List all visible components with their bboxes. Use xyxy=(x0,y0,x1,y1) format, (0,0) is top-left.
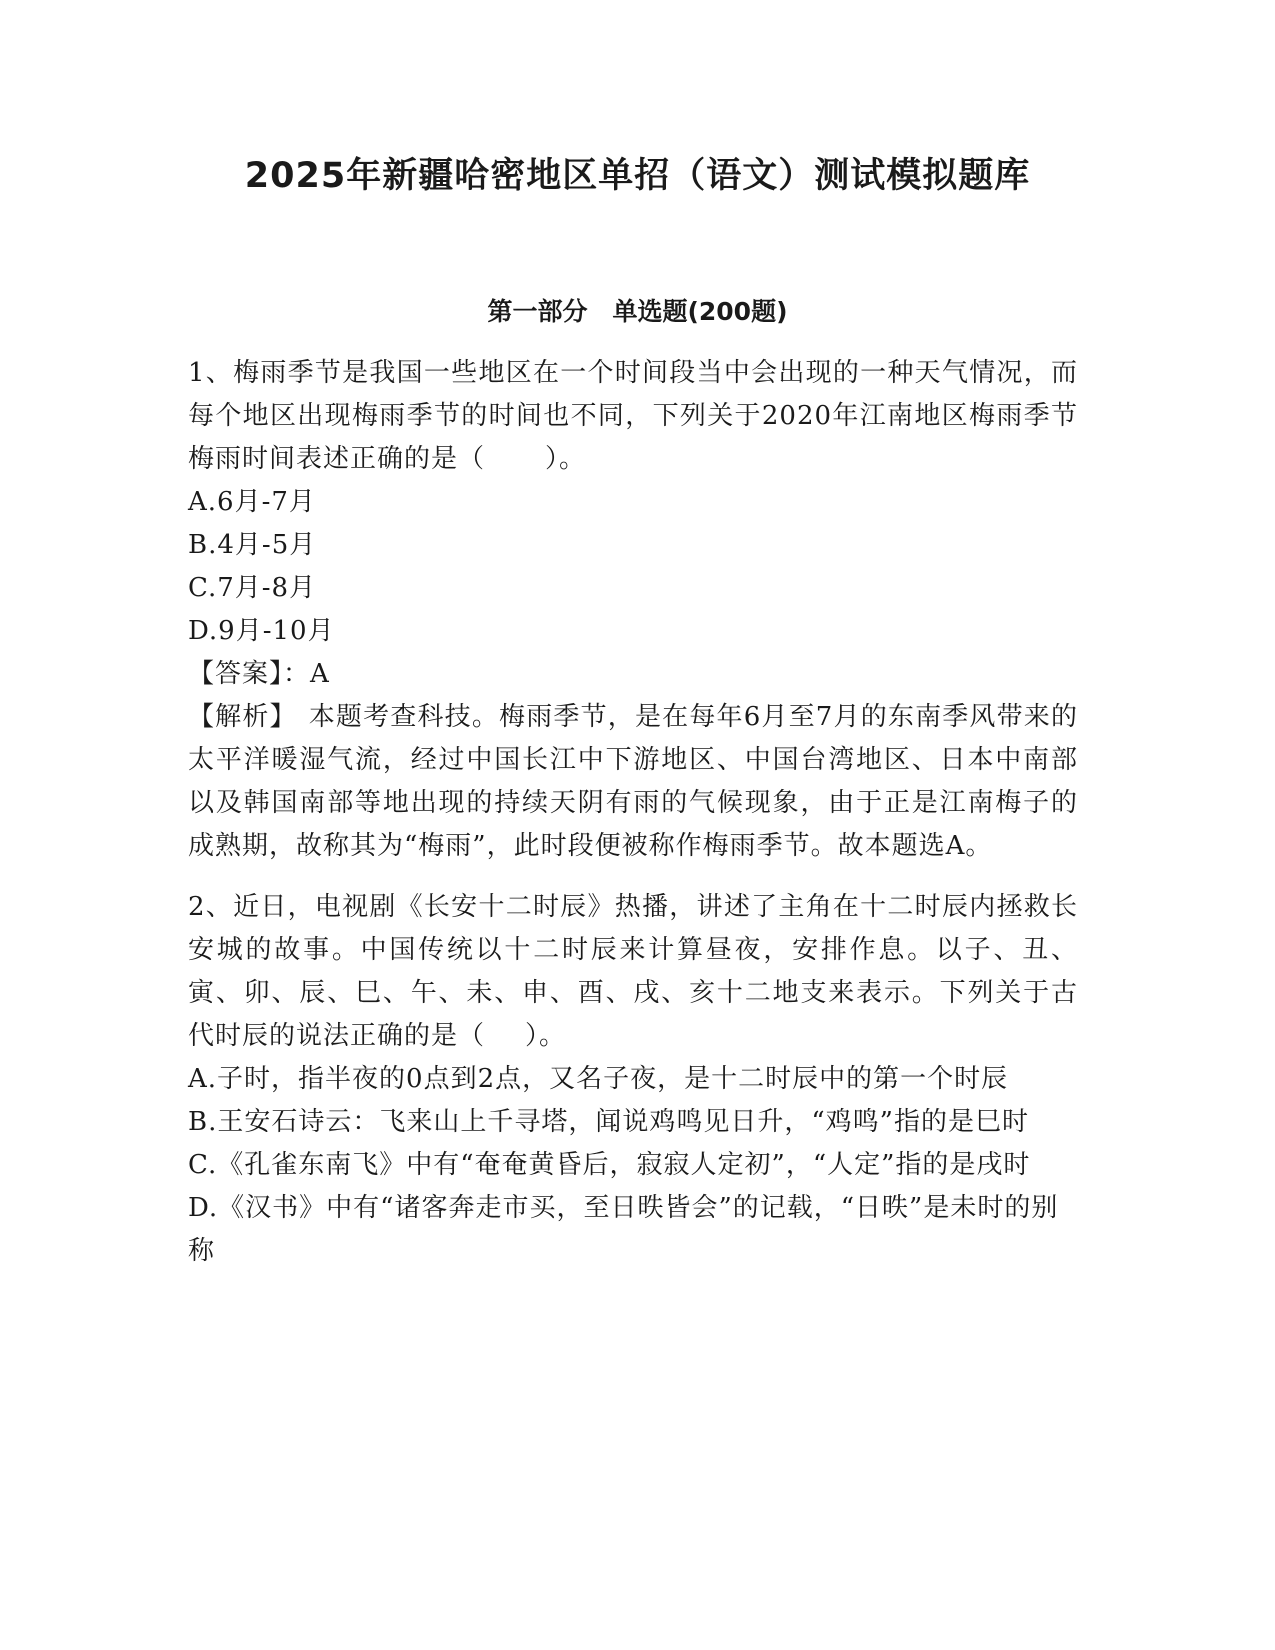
analysis-text: 本题考查科技。梅雨季节，是在每年6月至7月的东南季风带来的太平洋暖湿气流，经过中国长江中下游地区、中国台湾地区、日本中南部以及韩国南部等地出现的持续天阴有雨的气候现象，由于正是江南梅子的成熟期，故称其为“梅雨”，此时段便被称作梅雨季节。故本题选A。 xyxy=(188,702,1078,861)
option-b: B.王安石诗云：飞来山上千寻塔，闻说鸡鸣见日升，“鸡鸣”指的是巳时 xyxy=(188,1107,1029,1137)
option-a: A.6月-7月 xyxy=(188,487,316,517)
option-d: D.《汉书》中有“诸客奔走市买，至日昳皆会”的记载，“日昳”是未时的别称 xyxy=(188,1193,1059,1266)
question-list xyxy=(188,352,1078,1291)
option-c: C.《孔雀东南飞》中有“奄奄黄昏后，寂寂人定初”，“人定”指的是戌时 xyxy=(188,1150,1031,1180)
option-d: D.9月-10月 xyxy=(188,616,335,646)
question-stem-text: 2、近日，电视剧《长安十二时辰》热播，讲述了主角在十二时辰内拯救长安城的故事。中国传统以十二时辰来计算昼夜，安排作息。以子、丑、寅、卯、辰、巳、午、未、申、酉、戌、亥十二地支来表示。下列关于古代时辰的说法正确的是（ xyxy=(188,892,1078,1051)
option-a: A.子时，指半夜的0点到2点，又名子夜，是十二时辰中的第一个时辰 xyxy=(188,1064,1009,1094)
answer-value: A xyxy=(310,659,330,689)
analysis-block xyxy=(188,696,1078,868)
document-title: 2025年新疆哈密地区单招（语文）测试模拟题库 xyxy=(244,156,1031,196)
analysis-label: 【解析】 xyxy=(188,702,297,732)
option-b: B.4月-5月 xyxy=(188,530,317,560)
question-stem xyxy=(188,352,1078,481)
question-2 xyxy=(188,886,1078,1273)
question-stem-text: 1、梅雨季节是我国一些地区在一个时间段当中会出现的一种天气情况，而每个地区出现梅雨季节的时间也不同，下列关于2020年江南地区梅雨季节梅雨时间表述正确的是（ xyxy=(188,358,1078,474)
section-title: 第一部分 单选题(200题) xyxy=(487,297,788,326)
question-stem xyxy=(188,886,1078,1058)
answer-label: 【答案】： xyxy=(188,659,311,689)
question-stem-end: ）。 xyxy=(545,444,587,474)
question-1 xyxy=(188,352,1078,868)
answer-line xyxy=(188,653,1078,696)
option-c: C.7月-8月 xyxy=(188,573,317,603)
question-stem-end: ）。 xyxy=(525,1021,567,1051)
